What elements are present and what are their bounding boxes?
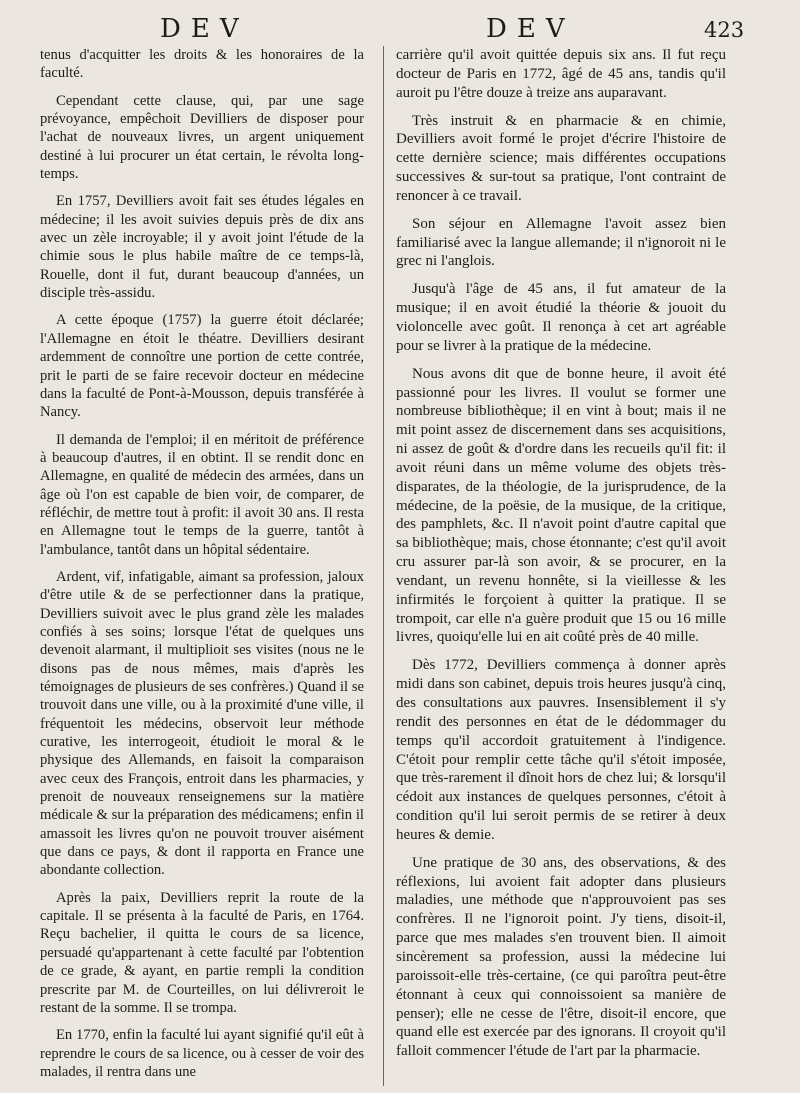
paragraph: Il demanda de l'emploi; il en méritoit de préférence à beaucoup d'autres, il en obtint. Il se rendit donc en Allemagne, en qualité de médecin des armées, dans un âge où l'on est capable de bien voir, de comparer, de réfléchir, de mettre tout à profit: il avoit 30 ans. Il resta en Allemagne tout le temps de la guerre, tantôt à l'ambulance, tantôt dans un hôpital sédentaire.	[40, 431, 364, 558]
paragraph: Cependant cette clause, qui, par une sage prévoyance, empêchoit Devilliers de disposer pour l'achat de nouveaux livres, un argent uniquement destiné à lui procurer un état certain, le révolta long-temps.	[40, 92, 364, 183]
page-header	[0, 10, 800, 50]
paragraph: Jusqu'à l'âge de 45 ans, il fut amateur de la musique; il en avoit étudié la théorie & jouoit du violoncelle avec goût. Il renonça à cet art agréable pour se livrer à la pratique de la médecine.	[396, 281, 726, 354]
paragraph: Ardent, vif, infatigable, aimant sa profession, jaloux d'être utile & de se perfectionner dans la pratique, Devilliers suivoit avec le plus grand zèle les malades confiés à ses soins; lorsque l'état de quelques uns devenoit alarmant, il multiplioit ses visites (nous ne le disons pas de nous mêmes, mais d'après les témoignages de plusieurs de ses confrères.) Quand il se trouvoit dans une ville, ou à la proximité d'une ville, il fréquentoit les médecins, observoit leur méthode curative, les interrogeoit, étudioit le moral & le physique des Allemands, en faisoit la comparaison avec ceux des François, entroit dans les pharmacies, y prenoit de nouveaux renseignemens sur la matière médicale & sur la préparation des médicamens; enfin il amassoit les livres qu'on ne pouvoit trouver aisément que dans ce pays, & dont il rapporta en France une abondante collection.	[40, 568, 364, 879]
paragraph: En 1770, enfin la faculté lui ayant signifié qu'il eût à reprendre le cours de sa licence, ou à cesser de voir des malades, il rentra dans une	[40, 1027, 364, 1080]
paragraph: carrière qu'il avoit quittée depuis six ans. Il fut reçu docteur de Paris en 1772, âgé de 45 ans, tandis qu'il auroit pu l'être douze à treize ans auparavant.	[396, 47, 726, 101]
paragraph: Dès 1772, Devilliers commença à donner après midi dans son cabinet, depuis trois heures jusqu'à cinq, des consultations aux pauvres. Insensiblement il s'y rendit des personnes en état de le dédommager du temps qu'il accordoit gratuitement à l'indigence. C'étoit pour remplir cette tâche qu'il s'étoit imposée, que très-rarement il dînoit hors de chez lui; & lorsqu'il cédoit aux instances de quelques personnes, c'étoit à condition qu'il lui seroit permis de se retirer à deux heures & demie.	[396, 657, 726, 843]
paragraph: Nous avons dit que de bonne heure, il avoit été passionné pour les livres. Il voulut se former une nombreuse bibliothèque; il en vint à bout; mais il ne mit point assez de discernement dans ses acquisitions, ni assez de goût & d'ordre dans les recueils qu'il fit: il avoit réuni dans un même volume des objets très-disparates, de la théologie, de la jurisprudence, de la médecine, de la poësie, de la musique, de la critique, des pamphlets, &c. Il n'avoit point d'autre capital que sa bibliothèque; mais, chose étonnante; c'est qu'il avoit cru assurer par-là son avoir, & se procurer, en la vendant, un revenu honnête, si la vieillesse & les infirmités le forçoient à quitter la pratique. Il se trompoit, car elle n'a guère produit que 15 ou 16 mille livres, quoiqu'elle lui en ait coûté près de 40 mille.	[396, 365, 726, 646]
paragraph: A cette époque (1757) la guerre étoit déclarée; l'Allemagne en étoit le théatre. Devilliers desirant ardemment de connoître une portion de cette contrée, prit le parti de se faire recevoir docteur en médecine dans la faculté de Pont-à-Mousson, depuis transférée à Nancy.	[40, 312, 364, 421]
column-divider	[383, 46, 384, 1086]
running-head-left: DEV	[160, 14, 249, 44]
running-head-right: DEV	[486, 14, 575, 44]
paragraph: Son séjour en Allemagne l'avoit assez bien familiarisé avec la langue allemande; il n'ignoroit ni le grec ni l'anglois.	[396, 215, 726, 270]
paragraph: tenus d'acquitter les droits & les honoraires de la faculté.	[40, 47, 364, 82]
page-number: 423	[704, 18, 745, 42]
paragraph: Après la paix, Devilliers reprit la route de la capitale. Il se présenta à la faculté de Paris, en 1764. Reçu bachelier, il quitta le cours de sa licence, persuadé qu'appartenant à cette faculté par l'obtention de ce grade, & ayant, en partie rempli la condition prescrite par M. de Courteilles, on lui délivreroit le restant de la somme. Il se trompa.	[40, 889, 364, 1016]
paragraph: En 1757, Devilliers avoit fait ses études légales en médecine; il les avoit suivies depuis près de dix ans avec un zèle incroyable; il y avoit joint l'étude de la chimie sous le plus habile maître de ce temps-là, Rouelle, dont il fut, durant beaucoup d'années, un disciple très-assidu.	[40, 193, 364, 302]
paragraph: Très instruit & en pharmacie & en chimie, Devilliers avoit formé le projet d'écrire l'histoire de cette dernière science; mais différentes occupations successives & sur-tout sa pratique, l'ont contraint de renoncer à ce travail.	[396, 112, 726, 204]
paragraph: Une pratique de 30 ans, des observations, & des réflexions, lui avoient fait adopter dans plusieurs maladies, une méthode que n'approuvoient pas ses confrères. Il ne l'ignoroit point. J'y tiens, disoit-il, parce que mes malades s'en trouvent bien. Il aimoit sincèrement sa profession, aussi la médecine lui paroissoit-elle très-certaine, (ce qui paroîtra peut-être étonnant à ceux qui connoissoient sa manière de penser); elle ne cesse de l'être, disoit-il encore, que quand elle est exercée par des ignorans. Il croyoit qu'il falloit commencer l'étude de l'art par la pharmacie.	[396, 854, 726, 1060]
right-column	[396, 46, 726, 1061]
left-column	[40, 46, 364, 1081]
